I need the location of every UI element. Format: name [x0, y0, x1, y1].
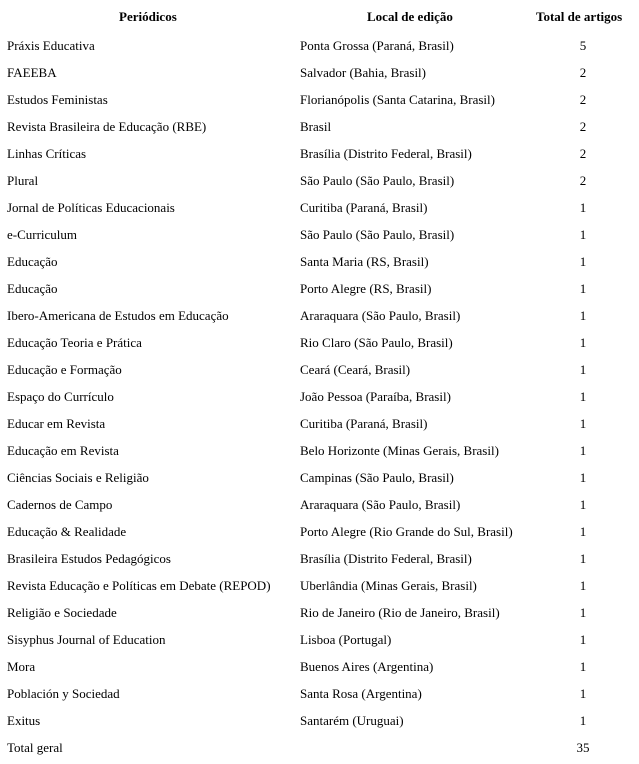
cell-total: 1: [579, 200, 587, 215]
cell-local: Araraquara (São Paulo, Brasil): [300, 308, 461, 323]
table-row: [0, 86, 639, 113]
cell-periodico: Educar em Revista: [7, 416, 106, 431]
cell-total: 2: [579, 146, 587, 161]
cell-periodico: Educação em Revista: [7, 443, 119, 458]
cell-periodico: FAEEBA: [7, 65, 57, 80]
table-row: [0, 32, 639, 59]
cell-total: 1: [579, 686, 587, 701]
cell-local: Santarém (Uruguai): [300, 713, 404, 728]
cell-total: 1: [579, 470, 587, 485]
cell-total: 2: [579, 65, 587, 80]
table-row: [0, 194, 639, 221]
cell-total: 1: [579, 713, 587, 728]
cell-local: Uberlândia (Minas Gerais, Brasil): [300, 578, 477, 593]
table-row: [0, 410, 639, 437]
table-row: [0, 167, 639, 194]
cell-periodico: Estudos Feministas: [7, 92, 108, 107]
cell-periodico: Revista Brasileira de Educação (RBE): [7, 119, 207, 134]
cell-periodico: Cadernos de Campo: [7, 497, 113, 512]
cell-total: 2: [579, 92, 587, 107]
cell-periodico: Población y Sociedad: [7, 686, 120, 701]
cell-periodico: Educação: [7, 254, 58, 269]
table-body: [0, 32, 639, 734]
table-row: [0, 707, 639, 734]
table-row: [0, 653, 639, 680]
cell-periodico: Educação: [7, 281, 58, 296]
cell-local: Campinas (São Paulo, Brasil): [300, 470, 454, 485]
cell-local: Curitiba (Paraná, Brasil): [300, 200, 428, 215]
cell-periodico: Revista Educação e Políticas em Debate (REPOD): [7, 578, 271, 593]
cell-total: 1: [579, 227, 587, 242]
cell-total: 1: [579, 497, 587, 512]
cell-total: 1: [579, 443, 587, 458]
cell-total: 1: [579, 605, 587, 620]
cell-periodico: Espaço do Currículo: [7, 389, 114, 404]
cell-periodico: Exitus: [7, 713, 41, 728]
table-row: [0, 491, 639, 518]
table-header-row: [0, 0, 639, 32]
cell-local: Lisboa (Portugal): [300, 632, 392, 647]
cell-periodico: Brasileira Estudos Pedagógicos: [7, 551, 171, 566]
cell-total: 1: [579, 659, 587, 674]
cell-periodico: Religião e Sociedade: [7, 605, 117, 620]
table-row: [0, 221, 639, 248]
header-local: Local de edição: [367, 9, 453, 24]
cell-total: 2: [579, 173, 587, 188]
table-footer-row: [0, 734, 639, 760]
cell-local: Porto Alegre (RS, Brasil): [300, 281, 432, 296]
cell-local: Porto Alegre (Rio Grande do Sul, Brasil): [300, 524, 513, 539]
cell-total: 1: [579, 308, 587, 323]
cell-periodico: e-Curriculum: [7, 227, 78, 242]
cell-total: 1: [579, 389, 587, 404]
cell-local: Brasília (Distrito Federal, Brasil): [300, 551, 472, 566]
table-row: [0, 140, 639, 167]
table-row: [0, 113, 639, 140]
cell-periodico: Plural: [7, 173, 39, 188]
cell-local: João Pessoa (Paraíba, Brasil): [300, 389, 451, 404]
table-row: [0, 680, 639, 707]
cell-total: 1: [579, 416, 587, 431]
cell-local: Florianópolis (Santa Catarina, Brasil): [300, 92, 495, 107]
cell-total: 1: [579, 335, 587, 350]
cell-total: 5: [579, 38, 587, 53]
table-row: [0, 599, 639, 626]
table-row: [0, 275, 639, 302]
cell-total: 1: [579, 281, 587, 296]
cell-local: Belo Horizonte (Minas Gerais, Brasil): [300, 443, 499, 458]
table-row: [0, 545, 639, 572]
cell-local: Rio de Janeiro (Rio de Janeiro, Brasil): [300, 605, 500, 620]
cell-total: 1: [579, 632, 587, 647]
cell-local: Buenos Aires (Argentina): [300, 659, 434, 674]
cell-periodico: Mora: [7, 659, 36, 674]
cell-periodico: Práxis Educativa: [7, 38, 95, 53]
cell-total: 1: [579, 362, 587, 377]
cell-periodico: Educação & Realidade: [7, 524, 127, 539]
table-row: [0, 626, 639, 653]
cell-local: Ponta Grossa (Paraná, Brasil): [300, 38, 454, 53]
cell-total: 1: [579, 524, 587, 539]
cell-local: Santa Maria (RS, Brasil): [300, 254, 429, 269]
table-row: [0, 59, 639, 86]
cell-local: Rio Claro (São Paulo, Brasil): [300, 335, 453, 350]
cell-local: Salvador (Bahia, Brasil): [300, 65, 426, 80]
cell-local: São Paulo (São Paulo, Brasil): [300, 173, 455, 188]
table-row: [0, 302, 639, 329]
table-row: [0, 248, 639, 275]
cell-periodico: Sisyphus Journal of Education: [7, 632, 166, 647]
cell-local: Brasília (Distrito Federal, Brasil): [300, 146, 472, 161]
cell-local: Curitiba (Paraná, Brasil): [300, 416, 428, 431]
cell-total: 1: [579, 578, 587, 593]
table-row: [0, 464, 639, 491]
cell-periodico: Linhas Críticas: [7, 146, 87, 161]
cell-local: Santa Rosa (Argentina): [300, 686, 422, 701]
cell-periodico: Educação Teoria e Prática: [7, 335, 142, 350]
cell-periodico: Educação e Formação: [7, 362, 122, 377]
table-row: [0, 383, 639, 410]
footer-total: 35: [576, 740, 590, 755]
cell-periodico: Ciências Sociais e Religião: [7, 470, 149, 485]
cell-local: Brasil: [300, 119, 332, 134]
table-row: [0, 518, 639, 545]
cell-local: Ceará (Ceará, Brasil): [300, 362, 411, 377]
cell-total: 1: [579, 551, 587, 566]
cell-local: Araraquara (São Paulo, Brasil): [300, 497, 461, 512]
cell-total: 1: [579, 254, 587, 269]
header-total: Total de artigos: [536, 9, 623, 24]
cell-total: 2: [579, 119, 587, 134]
table-row: [0, 356, 639, 383]
header-periodicos: Periódicos: [119, 9, 177, 24]
cell-periodico: Ibero-Americana de Estudos em Educação: [7, 308, 229, 323]
cell-local: São Paulo (São Paulo, Brasil): [300, 227, 455, 242]
cell-periodico: Jornal de Políticas Educacionais: [7, 200, 175, 215]
table-row: [0, 329, 639, 356]
footer-label: Total geral: [7, 740, 63, 755]
table-row: [0, 437, 639, 464]
table-row: [0, 572, 639, 599]
